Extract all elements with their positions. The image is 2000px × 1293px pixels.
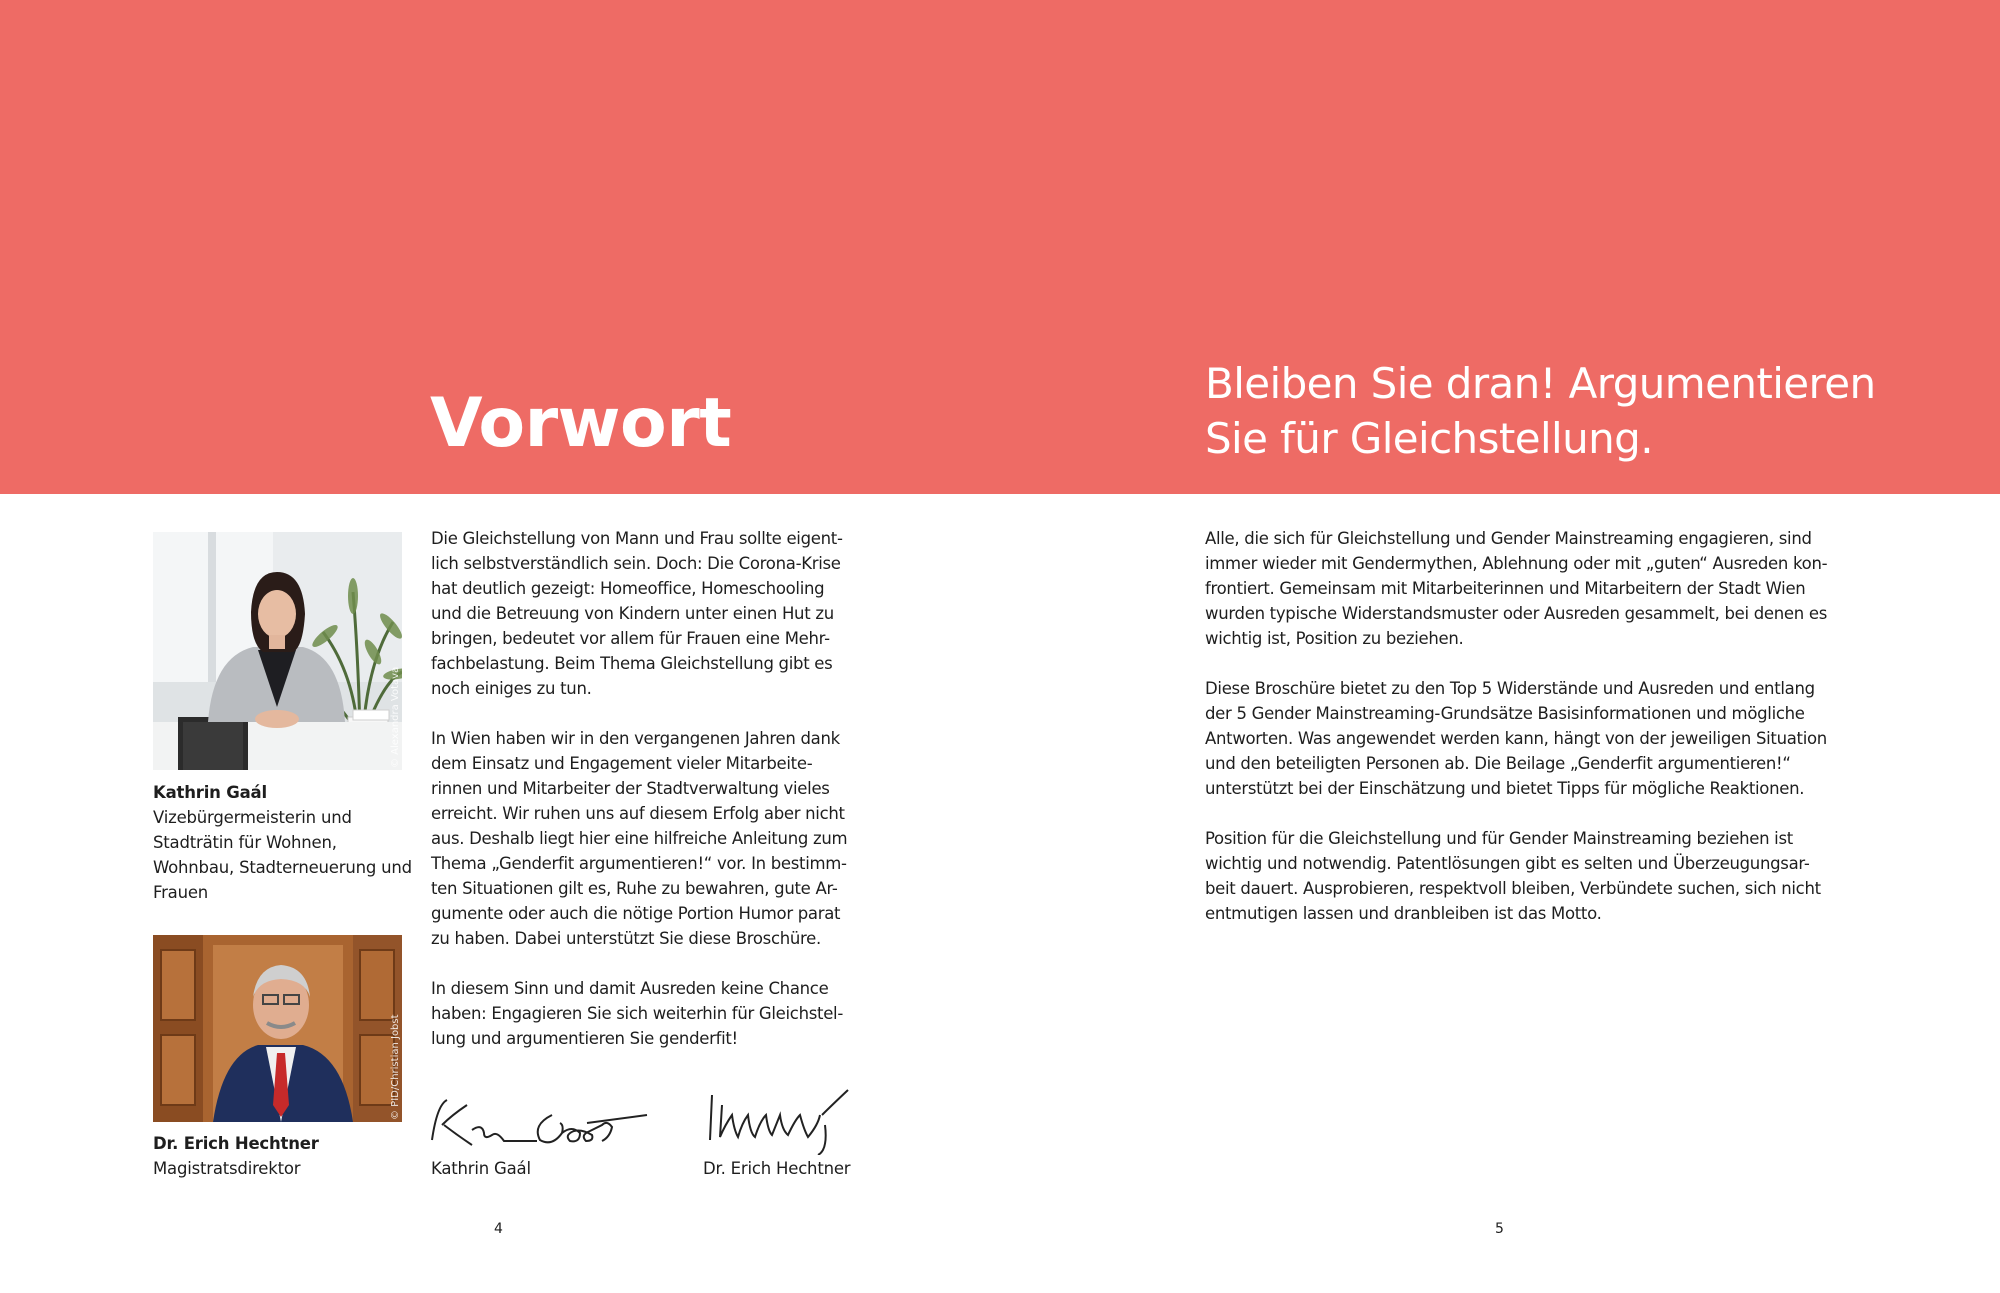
intro-text-column <box>1205 526 1865 951</box>
paragraph: Alle, die sich für Gleichstellung und Gender Mainstreaming engagieren, sind immer wieder mit Gendermythen, Ablehnung oder mit „guten“ Ausreden kon- frontiert. Gemeinsam mit Mitarbeiterinnen und Mitarbeitern der Stadt Wien wurden typische Widerstandsmuster oder Ausreden gesammelt, bei denen es wichtig ist, Position zu beziehen. <box>1205 529 1828 648</box>
person-name: Dr. Erich Hechtner <box>153 1134 319 1153</box>
paragraph: Position für die Gleichstellung und für Gender Mainstreaming beziehen ist wichtig und notwendig. Patentlösungen gibt es selten und Überzeugungsar- beit dauert. Ausprobieren, respektvoll bleiben, Verbündete suchen, sich nicht entmutigen lassen und dranbleiben ist das Motto. <box>1205 829 1821 923</box>
signature-icon <box>412 1085 652 1155</box>
signature-name-left: Kathrin Gaál <box>431 1159 531 1178</box>
signature-kathrin-gaal <box>412 1085 652 1159</box>
portrait-photo-icon <box>153 935 402 1122</box>
page-title-right: Bleiben Sie dran! Argumentieren Sie für Gleichstellung. <box>1205 359 1876 463</box>
caption-erich-hechtner <box>153 1131 413 1181</box>
paragraph: In diesem Sinn und damit Ausreden keine Chance haben: Engagieren Sie sich weiterhin für Gleichstel- lung und argumentieren Sie genderfit! <box>431 979 843 1048</box>
portrait-photo-kathrin-gaal <box>153 532 402 770</box>
person-name: Kathrin Gaál <box>153 783 267 802</box>
page-number-right: 5 <box>1495 1221 1504 1237</box>
caption-kathrin-gaal <box>153 780 413 905</box>
photo-credit-2: © PID/Christian Jobst <box>390 1014 401 1120</box>
paragraph: Die Gleichstellung von Mann und Frau sollte eigent- lich selbstverständlich sein. Doch: Die Corona-Krise hat deutlich gezeigt: Homeoffice, Homeschooling und die Betreuung von Kindern unter einen Hut zu bringen, bedeutet vor allem für Frauen eine Mehr- fachbelastung. Beim Thema Gleichstellung gibt es noch einiges zu tun. <box>431 529 843 698</box>
portrait-photo-icon <box>153 532 402 770</box>
page-number-left: 4 <box>494 1221 503 1237</box>
page-title-vorwort: Vorwort <box>430 384 732 463</box>
paragraph: Diese Broschüre bietet zu den Top 5 Widerstände und Ausreden und entlang der 5 Gender Mainstreaming-Grundsätze Basisinformationen und mögliche Antworten. Was angewendet werden kann, hängt von der jeweiligen Situation und den beteiligten Personen ab. Die Beilage „Genderfit argumentieren!“ unterstützt bei der Einschätzung und bietet Tipps für mögliche Reaktionen. <box>1205 679 1827 798</box>
person-role: Vizebürgermeisterin und Stadträtin für Wohnen, Wohnbau, Stadterneuerung und Frauen <box>153 808 412 902</box>
portrait-photo-erich-hechtner <box>153 935 402 1122</box>
paragraph: In Wien haben wir in den vergangenen Jahren dank dem Einsatz und Engagement vieler Mitarbeite- rinnen und Mitarbeiter der Stadtverwaltung vieles erreicht. Wir ruhen uns auf diesem Erfolg aber nicht aus. Deshalb liegt hier eine hilfreiche Anleitung zum Thema „Genderfit argumentieren!“ vor. In bestimm- ten Situationen gilt es, Ruhe zu bewahren, gute Ar- gumente oder auch die nötige Portion Humor parat zu haben. Dabei unterstützt Sie diese Broschüre. <box>431 729 848 948</box>
photo-credit-1: © Alexandra Votava <box>390 666 401 768</box>
foreword-text-column <box>431 526 871 1076</box>
signature-icon <box>700 1085 860 1155</box>
signature-name-right: Dr. Erich Hechtner <box>703 1159 851 1178</box>
person-role: Magistratsdirektor <box>153 1159 301 1178</box>
signature-erich-hechtner <box>700 1085 860 1159</box>
